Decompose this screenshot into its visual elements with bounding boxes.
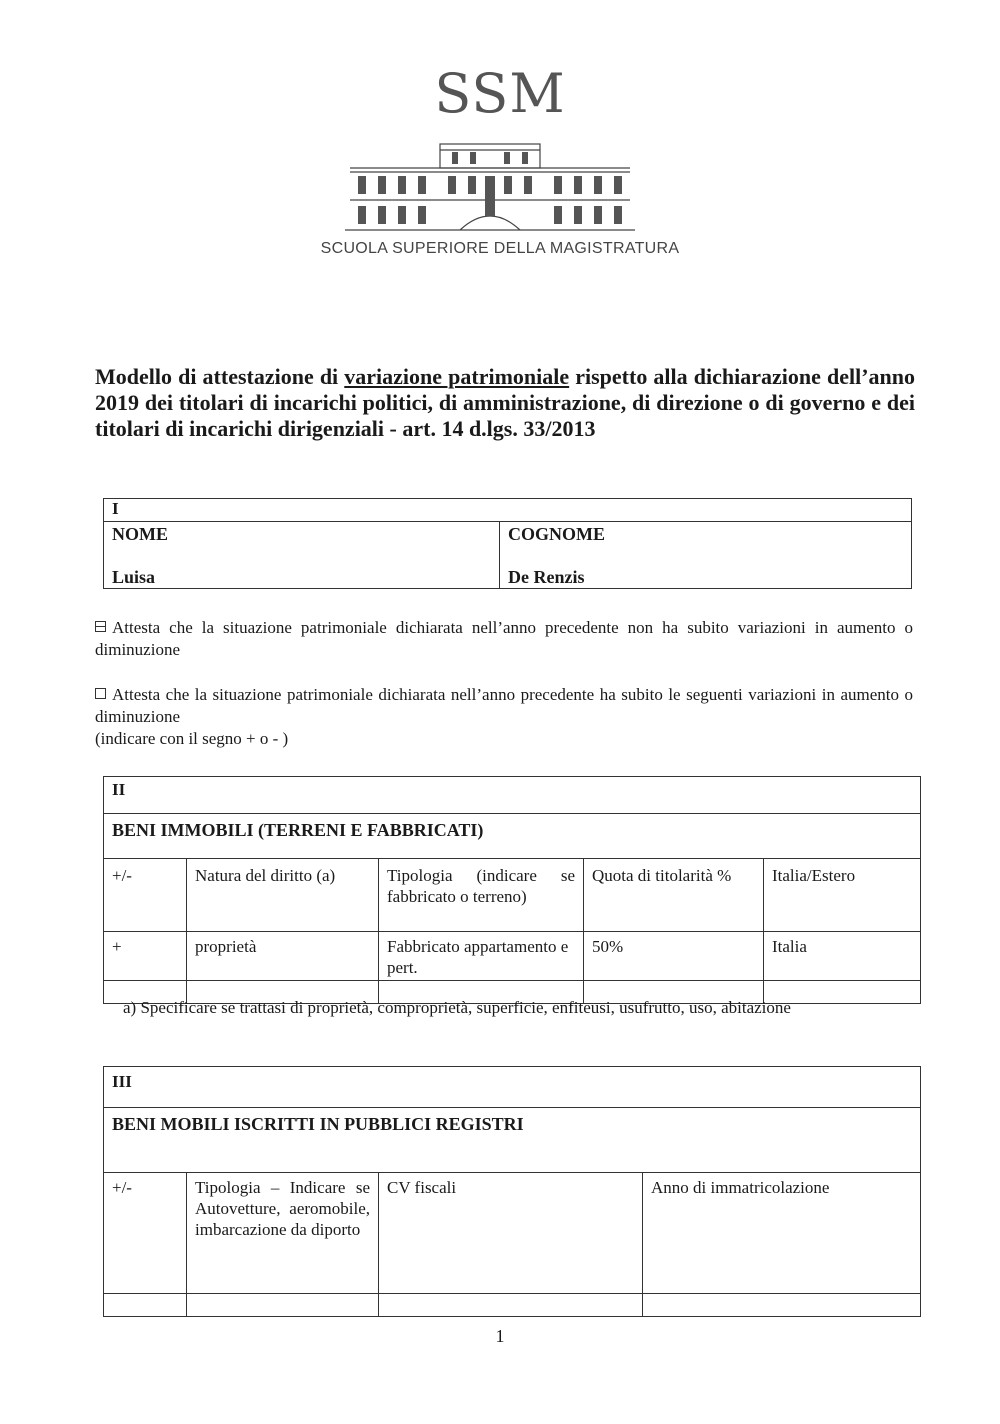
nome-value: Luisa xyxy=(112,567,156,587)
attestation-no-change xyxy=(95,617,913,661)
section-3-header: Anno di immatricolazione xyxy=(643,1173,921,1294)
section-2-footnote: a) Specificare se trattasi di proprietà, comproprietà, superficie, enfiteusi, usufrutto, uso, abitazione xyxy=(123,998,791,1017)
nome-cell xyxy=(104,522,500,589)
document-title xyxy=(95,364,915,442)
section-2-header: Tipologia (indicare se fabbricato o terreno) xyxy=(379,859,584,932)
section-3-header: Tipologia – Indicare se Autovetture, aeromobile, imbarcazione da diporto xyxy=(187,1173,379,1294)
section-3-header: CV fiscali xyxy=(379,1173,643,1294)
table-cell: Italia xyxy=(764,932,921,981)
section-2-header-row xyxy=(104,859,921,932)
table-cell xyxy=(643,1294,921,1317)
table-row-empty xyxy=(104,1294,921,1317)
table-cell: 50% xyxy=(584,932,764,981)
logo-text: SSM xyxy=(434,62,566,125)
title-part-1: Modello di attestazione di xyxy=(95,364,345,389)
cognome-cell xyxy=(500,522,912,589)
section-1-number: I xyxy=(104,499,912,522)
table-cell: proprietà xyxy=(187,932,379,981)
page-number: 1 xyxy=(495,1326,505,1346)
nome-label: NOME xyxy=(112,524,168,544)
attestation-changes xyxy=(95,684,913,750)
attestation-no-change-text: Attesta che la situazione patrimoniale dichiarata nell’anno precedente non ha subito variazioni in aumento o diminuzione xyxy=(95,618,913,659)
section-2-header: Natura del diritto (a) xyxy=(187,859,379,932)
attestation-changes-note: (indicare con il segno + o - ) xyxy=(95,729,289,748)
section-3-table xyxy=(103,1066,921,1317)
section-1-table xyxy=(103,498,912,589)
section-3-header-row xyxy=(104,1173,921,1294)
table-cell: + xyxy=(104,932,187,981)
section-2-header: Italia/Estero xyxy=(764,859,921,932)
section-2-header: Quota di titolarità % xyxy=(584,859,764,932)
table-cell xyxy=(104,1294,187,1317)
table-row xyxy=(104,932,921,981)
building-logo-icon xyxy=(340,132,640,234)
cognome-value: De Renzis xyxy=(508,567,585,587)
attestation-changes-text: Attesta che la situazione patrimoniale dichiarata nell’anno precedente ha subito le seguenti variazioni in aumento o diminuzione xyxy=(95,685,913,726)
section-2-title: BENI IMMOBILI (TERRENI E FABBRICATI) xyxy=(104,814,921,859)
checkbox-empty-icon[interactable] xyxy=(95,688,106,699)
section-3-title: BENI MOBILI ISCRITTI IN PUBBLICI REGISTRI xyxy=(104,1108,921,1173)
logo-subtitle: SCUOLA SUPERIORE DELLA MAGISTRATURA xyxy=(320,240,680,257)
section-2-header: +/- xyxy=(104,859,187,932)
cognome-label: COGNOME xyxy=(508,524,605,544)
section-2-number: II xyxy=(104,777,921,814)
section-3-number: III xyxy=(104,1067,921,1108)
table-cell xyxy=(187,1294,379,1317)
section-2-table xyxy=(103,776,921,1004)
table-cell xyxy=(379,1294,643,1317)
checkbox-checked-icon[interactable] xyxy=(95,621,106,632)
section-3-header: +/- xyxy=(104,1173,187,1294)
title-part-2: rispetto alla dichiarazione dell’anno 2019 dei titolari di incarichi politici, di amministrazione, di direzione o di governo e dei titolari di incarichi dirigenziali - art. 14 d.lgs. 33/2013 xyxy=(95,364,915,441)
table-cell: Fabbricato appartamento e pert. xyxy=(379,932,584,981)
title-underlined: variazione patrimoniale xyxy=(344,364,570,389)
